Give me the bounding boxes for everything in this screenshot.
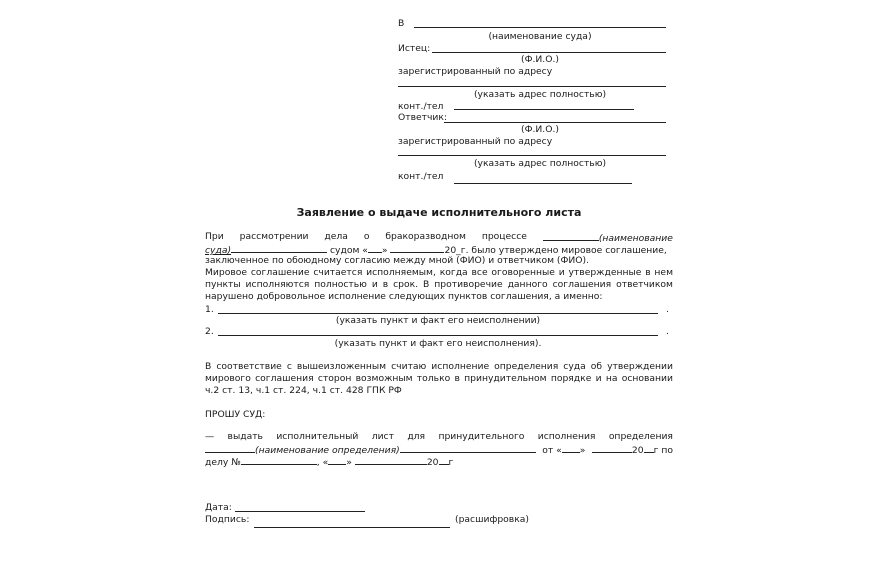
day-blank[interactable]	[368, 243, 382, 253]
defendant-address-field[interactable]	[398, 155, 666, 156]
request-heading: ПРОШУ СУД:	[205, 409, 266, 420]
req-line3	[205, 455, 453, 468]
word: выдать	[227, 431, 263, 442]
year-blank[interactable]	[439, 455, 449, 465]
plaintiff-contact-field[interactable]	[454, 109, 634, 110]
plaintiff-label: Истец:	[398, 43, 431, 54]
item2-field[interactable]	[218, 335, 658, 336]
approved-text: 20_г. было утверждено мировое соглашение,	[444, 245, 667, 256]
plaintiff-address-label: зарегистрированный по адресу	[398, 66, 553, 77]
dash: —	[205, 431, 215, 442]
month-blank[interactable]	[390, 243, 444, 253]
item1-number: 1.	[205, 304, 214, 315]
defendant-address-caption: (указать адрес полностью)	[473, 158, 607, 169]
word: процессе	[481, 231, 527, 242]
defendant-address-label: зарегистрированный по адресу	[398, 136, 553, 147]
word: о	[363, 231, 370, 242]
req-line1	[205, 431, 673, 442]
quote-close: »	[346, 457, 352, 468]
defendant-caption: (Ф.И.О.)	[521, 124, 559, 135]
item2-caption: (указать пункт и факт его неисполнения).	[334, 338, 542, 349]
definition-blank[interactable]	[205, 443, 255, 453]
defendant-label: Ответчик:	[398, 112, 448, 123]
word: лист	[371, 431, 394, 442]
word: для	[407, 431, 426, 442]
word: принудительного	[438, 431, 525, 442]
word: бракоразводном	[385, 231, 466, 242]
quote-open: , «	[316, 457, 329, 468]
signature-caption: (расшифровка)	[455, 514, 529, 525]
defendant-name-field[interactable]	[444, 122, 666, 123]
year-suffix: г по	[653, 445, 673, 456]
definition-blank-2[interactable]	[400, 443, 536, 453]
court-prefix: В	[398, 18, 405, 29]
signature-label: Подпись:	[205, 514, 250, 525]
word: рассмотрении	[239, 231, 309, 242]
day-blank[interactable]	[328, 455, 346, 465]
year-prefix: 20	[631, 445, 644, 456]
from-text: от «	[542, 445, 562, 456]
case-number-blank[interactable]	[241, 455, 317, 465]
case-label: делу №	[205, 457, 241, 468]
year-blank[interactable]	[644, 443, 654, 453]
year-prefix: 20	[426, 457, 439, 468]
item1-caption: (указать пункт и факт его неисполнении)	[335, 315, 541, 326]
definition-hint: (наименование определения)	[255, 445, 400, 456]
item1-field[interactable]	[218, 313, 658, 314]
plaintiff-address-field[interactable]	[398, 86, 666, 87]
month-blank[interactable]	[355, 455, 427, 465]
quote-close: »	[579, 445, 586, 456]
item2-end: .	[666, 326, 669, 337]
plaintiff-address-caption: (указать адрес полностью)	[473, 89, 607, 100]
court-name-hint-end: суда)	[205, 245, 232, 256]
word: дела	[324, 231, 348, 242]
quote-close: »	[381, 245, 388, 256]
date-field[interactable]	[235, 511, 365, 512]
item1-end: .	[666, 304, 669, 315]
blank-field[interactable]	[543, 231, 599, 241]
word: определения	[608, 431, 673, 442]
court-name-field[interactable]	[414, 27, 666, 28]
date-label: Дата:	[205, 502, 232, 513]
p1-line3: заключенное по обоюдному согласию между мной (ФИО) и ответчиком (ФИО).	[205, 255, 590, 266]
defendant-contact-label: конт./тел	[398, 171, 444, 182]
year-suffix: г	[448, 457, 454, 468]
court-blank[interactable]	[231, 243, 327, 253]
court-text: судом «	[329, 245, 368, 256]
word: исполнительный	[276, 431, 359, 442]
word: исполнения	[537, 431, 596, 442]
plaintiff-contact-label: конт./тел	[398, 101, 444, 112]
document-title: Заявление о выдаче исполнительного листа	[296, 206, 582, 219]
court-name-hint: (наименование	[598, 233, 673, 244]
defendant-contact-field[interactable]	[454, 183, 632, 184]
word: При	[205, 231, 224, 242]
signature-field[interactable]	[254, 527, 450, 528]
day-blank[interactable]	[562, 443, 580, 453]
plaintiff-caption: (Ф.И.О.)	[521, 54, 559, 65]
month-blank[interactable]	[592, 443, 632, 453]
item2-number: 2.	[205, 326, 214, 337]
paragraph-violation: Мировое соглашение считается исполняемым, когда все оговоренные и утвержденные в нем пункты исполняются полностью и в срок. В противоречие данного соглашения ответчиком нарушено добровольное исполнение следующих пунктов соглашения, а именно:	[205, 267, 673, 302]
plaintiff-name-field[interactable]	[432, 52, 666, 53]
paragraph-legal-basis: В соответствие с вышеизложенным считаю исполнение определения суда об утверждении мирового соглашения сторон возможным только в принудительном порядке и на основании ч.2 ст. 13, ч.1 ст. 224, ч.1 ст. 428 ГПК РФ	[205, 361, 673, 396]
court-caption: (наименование суда)	[488, 31, 592, 42]
